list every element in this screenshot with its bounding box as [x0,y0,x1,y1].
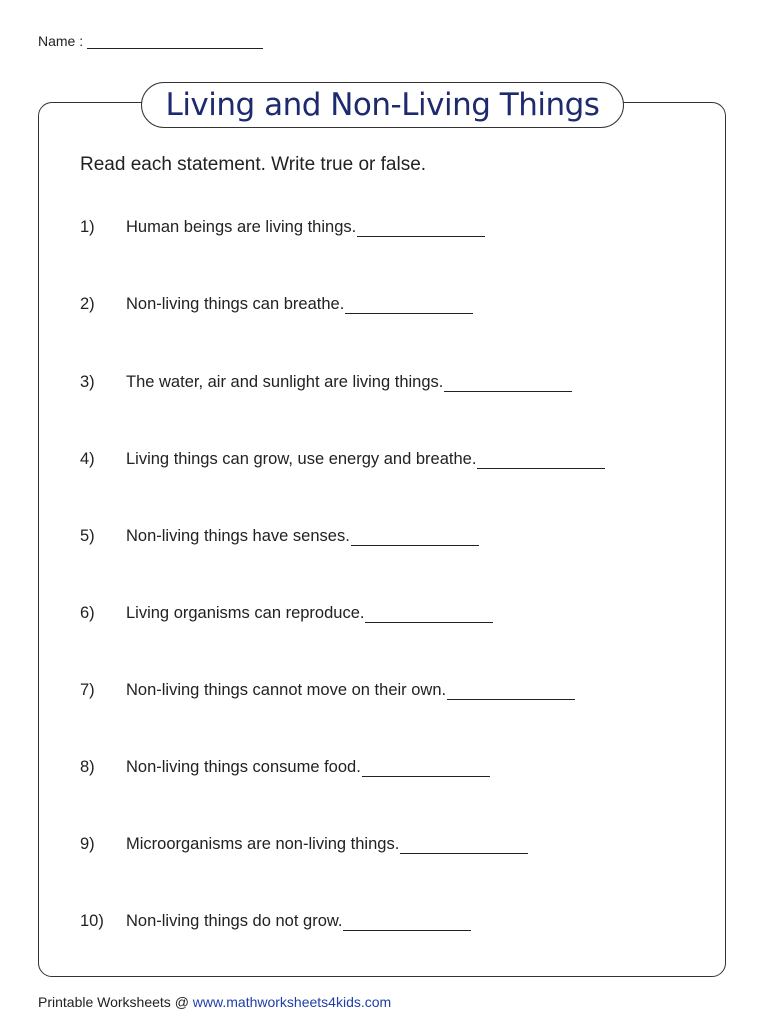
page-title: Living and Non-Living Things [165,87,600,123]
question-number: 8) [80,758,95,776]
instructions: Read each statement. Write true or false. [80,154,427,175]
question-text: Non-living things consume food. [126,758,361,776]
footer [38,994,391,1010]
answer-blank[interactable] [447,681,575,700]
question-item [80,213,485,237]
question-item [80,368,572,392]
question-text: Microorganisms are non-living things. [126,835,400,853]
footer-link[interactable]: www.mathworksheets4kids.com [192,994,392,1010]
answer-blank[interactable] [362,758,490,777]
question-number: 9) [80,835,95,853]
footer-label: Printable Worksheets @ [38,994,193,1010]
answer-blank[interactable] [400,835,528,854]
question-item [80,599,493,623]
question-text: Non-living things do not grow. [126,912,343,930]
answer-blank[interactable] [351,527,479,546]
question-item [80,907,471,931]
question-item [80,522,479,546]
answer-blank[interactable] [365,604,493,623]
question-number: 5) [80,527,95,545]
question-text: Human beings are living things. [126,218,357,236]
question-number: 7) [80,681,95,699]
question-text: Non-living things can breathe. [126,295,345,313]
question-text: Living organisms can reproduce. [126,604,365,622]
question-number: 3) [80,373,95,391]
answer-blank[interactable] [343,912,471,931]
name-input-line[interactable] [87,34,263,49]
question-text: Living things can grow, use energy and breathe. [126,450,477,468]
question-number: 10) [80,912,104,930]
question-text: The water, air and sunlight are living things. [126,373,444,391]
answer-blank[interactable] [444,373,572,392]
question-item [80,676,575,700]
question-number: 6) [80,604,95,622]
question-number: 4) [80,450,95,468]
question-number: 1) [80,218,95,236]
title-banner [141,82,624,128]
question-item [80,290,473,314]
question-text: Non-living things cannot move on their own. [126,681,447,699]
question-item [80,830,528,854]
name-label: Name : [38,33,84,49]
answer-blank[interactable] [477,450,605,469]
question-number: 2) [80,295,95,313]
answer-blank[interactable] [345,295,473,314]
question-text: Non-living things have senses. [126,527,350,545]
question-item [80,753,490,777]
answer-blank[interactable] [357,218,485,237]
name-row [38,33,263,49]
question-item [80,445,605,469]
